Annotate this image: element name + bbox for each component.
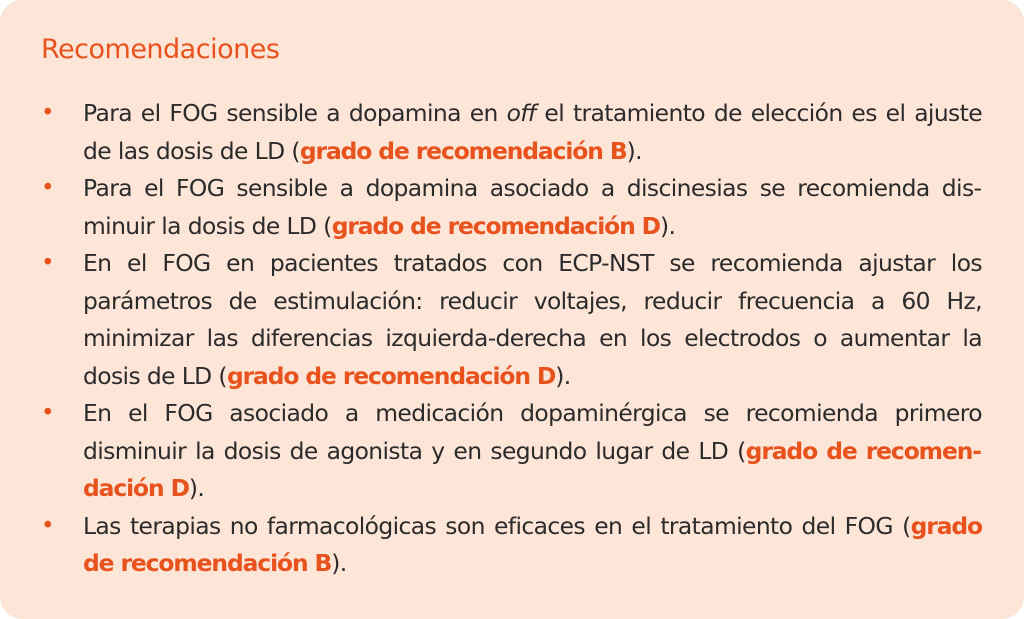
recommendation-grade: grado de recomendación D bbox=[331, 211, 660, 240]
bullet-icon: • bbox=[41, 175, 54, 201]
recommendation-text-end: ). bbox=[331, 549, 347, 577]
recommendation-italic: off bbox=[506, 99, 536, 127]
recommendations-list bbox=[41, 95, 982, 583]
bullet-icon: • bbox=[41, 400, 54, 426]
recommendation-grade: grado de recomendación D bbox=[83, 436, 982, 502]
recommendation-text: el tratamiento de elección es el ajuste de las dosis de LD ( bbox=[83, 99, 983, 165]
recommendation-text-end: ). bbox=[188, 474, 205, 502]
bullet-icon: • bbox=[41, 250, 54, 276]
recommendation-grade: grado de recomendación D bbox=[226, 361, 556, 390]
recommendation-item-1 bbox=[41, 95, 982, 170]
recommendation-text: Para el FOG sensible a dopamina en bbox=[83, 99, 507, 127]
section-title: Recomendaciones bbox=[41, 34, 280, 65]
recommendation-item-2 bbox=[41, 170, 982, 245]
recommendation-grade: grado de recomendación B bbox=[83, 511, 982, 577]
recommendation-item-3 bbox=[41, 245, 982, 395]
recommendation-text: En el FOG asociado a medicación dopaminérgica se recomienda primero disminuir la dosis de agonista y en segundo lugar de LD ( bbox=[83, 399, 982, 465]
recommendation-grade: grado de recomendación B bbox=[299, 136, 627, 165]
recommendation-item-5 bbox=[41, 508, 982, 583]
recommendation-item-4 bbox=[41, 395, 982, 508]
recommendation-text-end: ). bbox=[555, 361, 571, 390]
recommendation-text: Las terapias no farmacológicas son eficaces en el tratamiento del FOG ( bbox=[83, 511, 911, 540]
recommendation-text-end: ). bbox=[626, 136, 642, 165]
bullet-icon: • bbox=[41, 100, 54, 126]
recommendation-text-end: ). bbox=[660, 211, 676, 240]
recommendation-text: Para el FOG sensible a dopamina asociado a discinesias se recomienda disminuir la dosis de LD ( bbox=[83, 174, 982, 240]
recommendation-text: En el FOG en pacientes tratados con ECP-NST se recomienda ajustar los parámetros de estimulación: reducir voltajes, reducir frecuencia a 60 Hz, minimizar las diferencias izquierda-derecha en los electrodos o aumentar la dosis de LD ( bbox=[83, 249, 982, 390]
bullet-icon: • bbox=[41, 512, 54, 539]
